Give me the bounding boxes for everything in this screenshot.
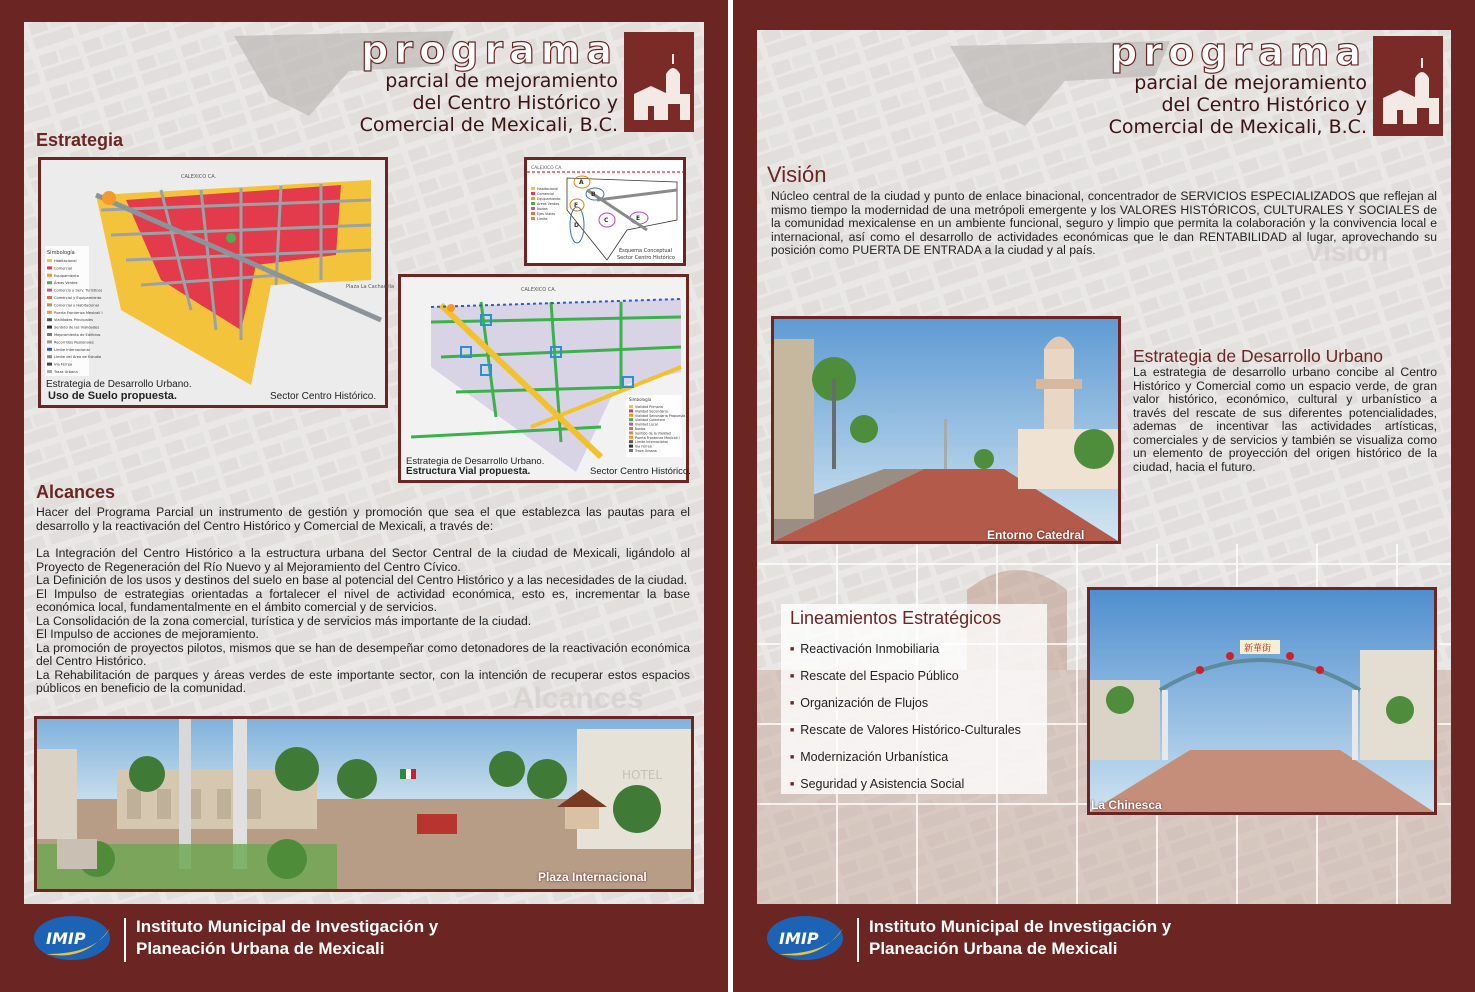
legend-swatch [629,414,633,417]
entorno-catedral-photo [771,316,1121,544]
map1-place-label: Plaza La Cachanilla [346,284,395,290]
lineamiento-item: ■ Seguridad y Asistencia Social [790,777,964,791]
legend-swatch [531,217,535,220]
plaza-photo-caption: Plaza Internacional [538,870,647,884]
footer-divider [124,918,126,962]
legend-swatch [629,418,633,421]
legend-swatch [629,405,633,408]
chinesca-arch-sign: 新華街 [1244,644,1272,654]
legend-swatch [531,202,535,205]
estrategia-du-text: La estrategia de desarrollo urbano concibe al Centro Histórico y Comercial como un espacio verde, de gran valor histórico, económico, cultural y urbanístico a través del rescate de sus diferentes potencialidades, ademas de incentivar las actividades artísticas, comerciales y de servicios y también se visualiza como un elemento de proyección del origen histórico de la ciudad, hacia el futuro. [1133,365,1437,474]
legend-swatch [47,355,52,358]
legend-label: Puerta Fronteriza Mexicali I [635,435,680,440]
legend-swatch [47,274,52,277]
legend-label: Recorridos Peatonales [54,340,94,345]
alcances-item: La Definición de los usos y destinos del suelo en base al potencial del Centro Histórico y a las necesidades de la ciudad. [36,573,688,587]
legend-label: Comercial [537,192,554,196]
legend-swatch [47,326,52,329]
alcances-item: La promoción de proyectos pilotos, mismos que se han de desempeñar como detonadores de la reactivación económica del Centro Histórico. [36,640,690,668]
legend-swatch [531,212,535,215]
legend-swatch [47,340,52,343]
legend-label: Comercial y Equipamiento [54,296,102,300]
legend-label: Comercio y Serv. Turísticos [54,288,103,293]
map1-caption-a: Estrategia de Desarrollo Urbano. [46,379,192,390]
legend-swatch [629,445,633,448]
legend-label: Nodos [537,207,548,211]
alcances-intro: Hacer del Programa Parcial un instrumento de gestión y promoción que sea el que establezca las pautas para el desarrollo y la reactivación del Centro Histórico y Comercial de Mexicali, a través de: [36,505,690,533]
alcances-title: Alcances [36,482,116,502]
header-line-3: Comercial de Mexicali, B.C. [359,114,618,136]
legend-label: Vialidad Primaria [635,405,663,409]
header-line-1: parcial de mejoramiento [1134,72,1367,94]
alcances-item: La Consolidación de la zona comercial, turística y de servicios más importante de la ciudad. [36,613,532,628]
legend-label: Habitacional [54,259,77,263]
legend-label: Ejes Viales [537,212,556,216]
legend-swatch [531,197,535,200]
legend-swatch [47,370,52,373]
header-programa-word: programa [361,28,618,72]
map2-caption-c: Sector Centro Histórico. [590,466,691,477]
legend-label: Vía Férrea [635,444,652,449]
estrategia-title: Estrategia [36,130,124,150]
diag-street-label: CALEXICO CA. [531,166,563,171]
diag-caption-b: Sector Centro Histórico [617,255,675,261]
legend-swatch [47,281,52,284]
right-footer [733,904,1475,992]
legend-swatch [629,427,633,430]
imip-logo-text: IMIP [779,929,819,948]
concept-diagram [524,157,686,266]
alcances-item: La Rehabilitación de parques y áreas verdes de este importante sector, con la intención de recuperar estos espacios públicos en beneficio de la comunidad. [36,667,690,695]
left-header [360,30,618,136]
legend-swatch [47,348,52,351]
legend-label: Límite Internacional [54,347,90,352]
lineamiento-item: ■ Organización de Flujos [790,696,928,710]
legend-label: Comercial [54,266,72,271]
chinesca-photo-caption: La Chinesca [1091,798,1162,812]
institute-line-2: Planeación Urbana de Mexicali [136,939,385,958]
legend-swatch [47,311,52,314]
header-line-1: parcial de mejoramiento [385,70,618,92]
alcances-watermark: Alcances [512,682,644,715]
right-page [733,0,1475,992]
legend-label: Equipamiento [537,197,561,201]
legend-swatch [47,296,52,299]
legend-label: Áreas Verdes [54,281,78,286]
alcances-item: El Impulso de estrategias orientadas a fortalecer el nivel de actividad económica, esto es, incrementar la base económica local, fundamentalmente en el ámbito comercial y de servicios. [36,586,690,614]
alcances-item: La Integración del Centro Histórico a la estructura urbana del Sector Central de la ciudad de Mexicali, ligándolo al Proyecto de Regeneración del Río Nuevo y al Mejoramiento del Centro Cívico. [36,546,690,574]
alcances-item: El Impulso de acciones de mejoramiento. [36,627,259,641]
map1-caption-c: Sector Centro Histórico. [270,391,377,402]
legend-label: Sentido de las Vialidades [54,325,100,330]
legend-swatch [629,431,633,434]
legend-swatch [629,449,633,452]
header-line-2: del Centro Histórico y [412,92,618,114]
legend-swatch [47,363,52,366]
legend-label: Vialidad Secundaria Propuesta [635,413,686,418]
lineamiento-item: ■ Rescate del Espacio Público [790,669,959,683]
legend-swatch [531,187,535,190]
right-header [1109,32,1367,138]
legend-swatch [47,266,52,269]
institute-line-1: Instituto Municipal de Investigación y [136,917,439,936]
legend-label: Vialidades Principales [54,318,93,323]
map2-street-label: CALEXICO CA. [521,287,557,293]
map1-street-label: CALEXICO CA. [181,174,217,180]
legend-label: Áreas Verdes [537,202,560,206]
catedral-photo-caption: Entorno Catedral [987,528,1085,542]
legend-swatch [47,333,52,336]
legend-label: Límite del Área de Estudio [54,355,102,360]
map2-caption-b: Estructura Vial propuesta. [406,466,531,477]
left-footer [0,904,728,992]
estrategia-du-title: Estrategia de Desarrollo Urbano [1133,346,1383,366]
map2-caption-a: Estrategia de Desarrollo Urbano. [406,456,545,467]
institute-name [869,916,1171,960]
legend-swatch [47,318,52,321]
institute-line-1: Instituto Municipal de Investigación y [869,917,1172,936]
legend-swatch [47,303,52,306]
lineamientos-title: Lineamientos Estratégicos [790,608,1002,628]
diag-letter-d: D [574,222,579,229]
legend-label: Vialidad Local [635,422,658,427]
church-silhouette-icon [1373,36,1443,136]
header-programa-word: programa [1110,30,1367,74]
map2-legend-title: Simbología [629,397,652,402]
legend-label: Traza Urbana [635,449,657,453]
road-structure-map [398,274,689,483]
legend-swatch [47,289,52,292]
lineamiento-item: ■ Reactivación Inmobiliaria [790,642,939,656]
la-chinesca-photo [1087,587,1437,815]
institute-name [136,916,438,960]
legend-label: Vialidad Secundaria [635,409,668,414]
alcances-text [36,506,690,696]
map1-legend-title: Simbología [47,250,75,256]
legend-label: Habitacional [537,187,559,191]
legend-swatch [531,192,535,195]
plaza-internacional-photo [34,716,694,892]
left-page [0,0,728,992]
legend-label: Vialidad Colectora [635,418,665,423]
vision-watermark: Visión [1305,236,1389,267]
header-line-3: Comercial de Mexicali, B.C. [1108,116,1367,138]
legend-label: Límite [537,217,548,221]
legend-swatch [629,423,633,426]
church-silhouette-icon [624,32,694,132]
map1-caption-b: Uso de Suelo propuesta. [48,390,177,402]
legend-swatch [629,409,633,412]
lineamiento-item: ■ Rescate de Valores Histórico-Culturales [790,723,1021,737]
legend-label: Equipamiento [54,273,79,278]
legend-label: Puerta Fronteriza Mexicali I [54,310,103,315]
legend-label: Traza Urbana [54,370,78,374]
vision-title: Visión [767,162,827,187]
legend-swatch [629,436,633,439]
diag-caption-a: Esquema Conceptual [619,248,673,254]
diag-letter-b: B [591,191,596,198]
diag-letter-f: F [574,202,579,209]
legend-label: Límite Internacional [635,440,668,445]
hotel-sign: HOTEL [622,768,663,782]
legend-swatch [531,207,535,210]
legend-swatch [47,259,52,262]
diag-letter-e: E [636,215,641,222]
legend-label: Mejoramiento de Edificios [54,333,101,337]
land-use-map [38,157,395,408]
imip-logo-text: IMIP [46,929,86,948]
legend-label: Sentido de la Vialidad [635,431,671,436]
diag-letter-c: C [604,217,609,224]
legend-label: Comercial y Habitacional [54,303,99,308]
institute-line-2: Planeación Urbana de Mexicali [869,939,1118,958]
footer-divider [857,918,859,962]
diag-letter-a: A [579,179,584,186]
vision-text: Núcleo central de la ciudad y punto de enlace binacional, concentrador de SERVICIOS ESPECIALIZADOS que reflejan al mismo tiempo la modernidad de una metrópoli emergente y los VALORES HISTÓRICOS, CULTURALES Y SOCIALES de la comunidad mexicalense en un ambiente funcional, seguro y limpio que permita la colaboración y la convivencia local e internacional, así como el desarrollo de actividades económicas que le dan RENTABILIDAD al lugar, aprovechando su posición como PUERTA DE ENTRADA a la ciudad y al país. [771,189,1437,257]
right-paper [757,30,1451,904]
imip-logo-icon [16,914,112,962]
legend-swatch [629,440,633,443]
legend-label: Vía Férrea [54,362,73,367]
lineamiento-item: ■ Modernización Urbanística [790,750,948,764]
left-paper [24,22,704,904]
legend-label: Nodos [635,427,646,431]
imip-logo-icon [749,914,845,962]
header-line-2: del Centro Histórico y [1161,94,1367,116]
